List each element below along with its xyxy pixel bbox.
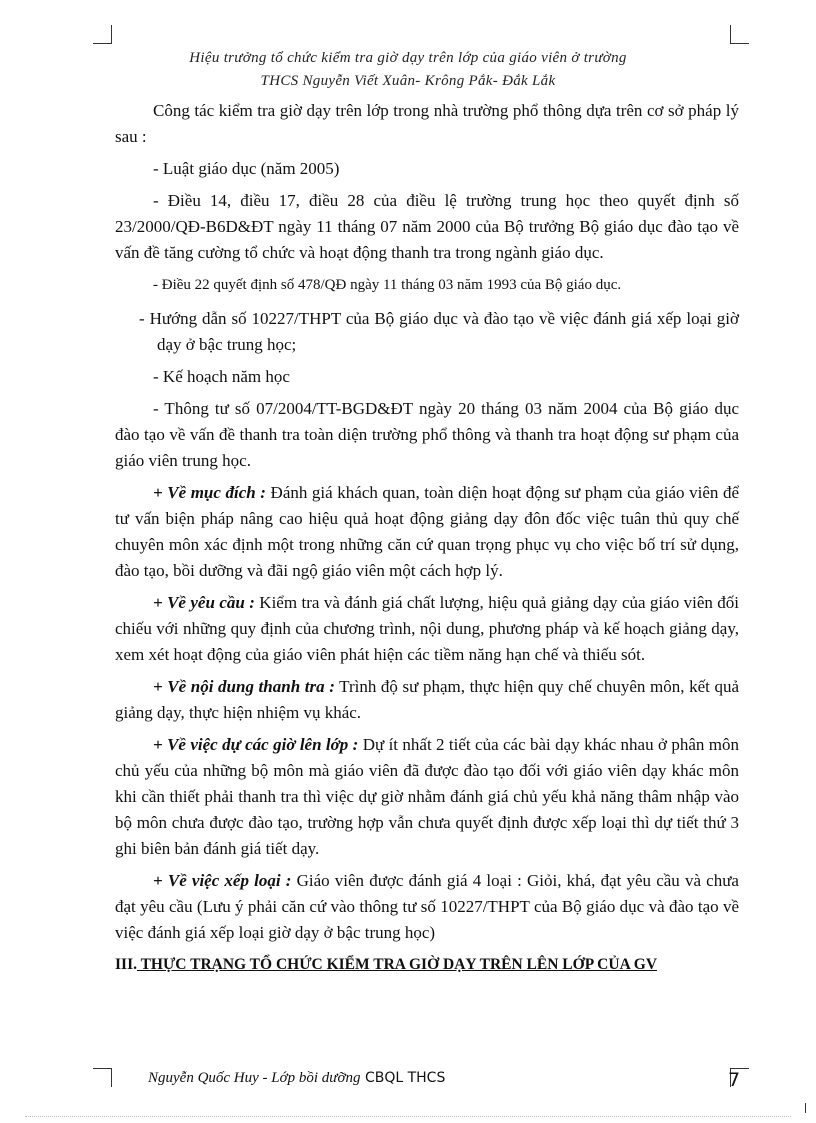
paragraph-plan: - Kế hoạch năm học	[153, 367, 290, 386]
paragraph-circular: - Thông tư số 07/2004/TT-BGD&ĐT ngày 20 tháng 03 năm 2004 của Bộ giáo dục đào tạo về vấn đề thanh tra toàn diện trường phổ thông và thanh tra hoạt động sư phạm của giáo viên trung học.	[115, 399, 739, 470]
paragraph-requirements	[115, 590, 739, 668]
header-line-2: THCS Nguyễn Viết Xuân- Krông Pắk- Đắk Lắk	[260, 73, 556, 89]
classification-label: + Về việc xếp loại :	[153, 871, 292, 890]
page-bottom-divider	[25, 1116, 791, 1117]
content-text: Trình độ sư phạm, thực hiện quy chế chuyên môn, kết quả giảng dạy, thực hiện nhiệm vụ khác.	[115, 677, 739, 722]
footer-author-name: Nguyễn Quốc Huy - Lớp bồi dưỡng	[148, 1070, 361, 1086]
paragraph-content	[115, 674, 739, 726]
observation-label: + Về việc dự các giờ lên lớp :	[153, 735, 359, 754]
observation-text: Dự ít nhất 2 tiết của các bài dạy khác nhau ở phân môn chủ yếu của những bộ môn mà giáo viên đã được đào tạo đối với giáo viên dạy khác môn khi cần thiết phải thanh tra thì việc dự giờ nhằm đánh giá chủ yếu khả năng thâm nhập vào bộ môn chưa được đào tạo, trường hợp vẫn chưa quyết định được xếp loại thì dự tiết thứ 3 ghi biên bản đánh giá tiết dạy.	[115, 735, 739, 858]
crop-mark-top-left	[93, 25, 112, 44]
requirements-label: + Về yêu cầu :	[153, 593, 255, 612]
classification-text: Giáo viên được đánh giá 4 loại : Giỏi, khá, đạt yêu cầu và chưa đạt yêu cầu (Lưu ý phải căn cứ vào thông tư số 10227/THPT của Bộ giáo dục và đào tạo về việc đánh giá xếp loại giờ dạy ở bậc trung học)	[115, 871, 739, 942]
requirements-text: Kiểm tra và đánh giá chất lượng, hiệu quả giảng dạy của giáo viên đối chiếu với những quy định của chương trình, nội dung, phương pháp và kế hoạch giảng dạy, xem xét hoạt động của giáo viên phát hiện các tiềm năng hạn chế và thiếu sót.	[115, 593, 740, 664]
section-number: III.	[115, 956, 137, 973]
page-body	[115, 98, 739, 984]
paragraph-classification	[115, 868, 739, 946]
page-number: 7	[728, 1069, 741, 1091]
section-heading	[115, 952, 739, 978]
crop-mark-top-right	[730, 25, 749, 44]
paragraph-regulation: - Điều 14, điều 17, điều 28 của điều lệ trường trung học theo quyết định số 23/2000/QĐ-B6D&ĐT ngày 11 tháng 07 năm 2000 của Bộ trưởng Bộ giáo dục đào tạo về vấn đề tăng cường tổ chức và hoạt động thanh tra trong ngành giáo dục.	[115, 191, 739, 262]
crop-mark-bottom-left	[93, 1068, 112, 1087]
footer-course: CBQL THCS	[360, 1070, 446, 1086]
purpose-text: Đánh giá khách quan, toàn diện hoạt động sư phạm của giáo viên để tư vấn biện pháp nâng cao hiệu quả hoạt động giảng dạy đôn đốc việc tuân thủ quy chế chuyên môn xác định một trong những căn cứ quan trọng phục vụ cho việc bố trí sử dụng, đào tạo, bồi dưỡng và đãi ngộ giáo viên một cách hợp lý.	[115, 483, 739, 580]
purpose-label: + Về mục đích :	[153, 483, 266, 502]
section-title: THỰC TRẠNG TỔ CHỨC KIỂM TRA GIỜ DẠY TRÊN LÊN LỚP CỦA GV	[136, 956, 658, 973]
paragraph-decision: - Điều 22 quyết định số 478/QĐ ngày 11 tháng 03 năm 1993 của Bộ giáo dục.	[153, 277, 622, 293]
paragraph-purpose	[115, 480, 739, 584]
content-label: + Về nội dung thanh tra :	[153, 677, 335, 696]
page-edge-mark	[805, 1103, 806, 1113]
paragraph-intro: Công tác kiểm tra giờ dạy trên lớp trong nhà trường phổ thông dựa trên cơ sở pháp lý sau :	[115, 101, 739, 146]
paragraph-guideline: - Hướng dẫn số 10227/THPT của Bộ giáo dục và đào tạo về việc đánh giá xếp loại giờ dạy ở bậc trung học;	[139, 309, 739, 354]
footer-author	[148, 1070, 445, 1087]
paragraph-law: - Luật giáo dục (năm 2005)	[153, 159, 340, 178]
paragraph-observation	[115, 732, 739, 862]
header-line-1: Hiệu trưởng tổ chức kiểm tra giờ dạy trên lớp của giáo viên ở trường	[189, 50, 627, 66]
